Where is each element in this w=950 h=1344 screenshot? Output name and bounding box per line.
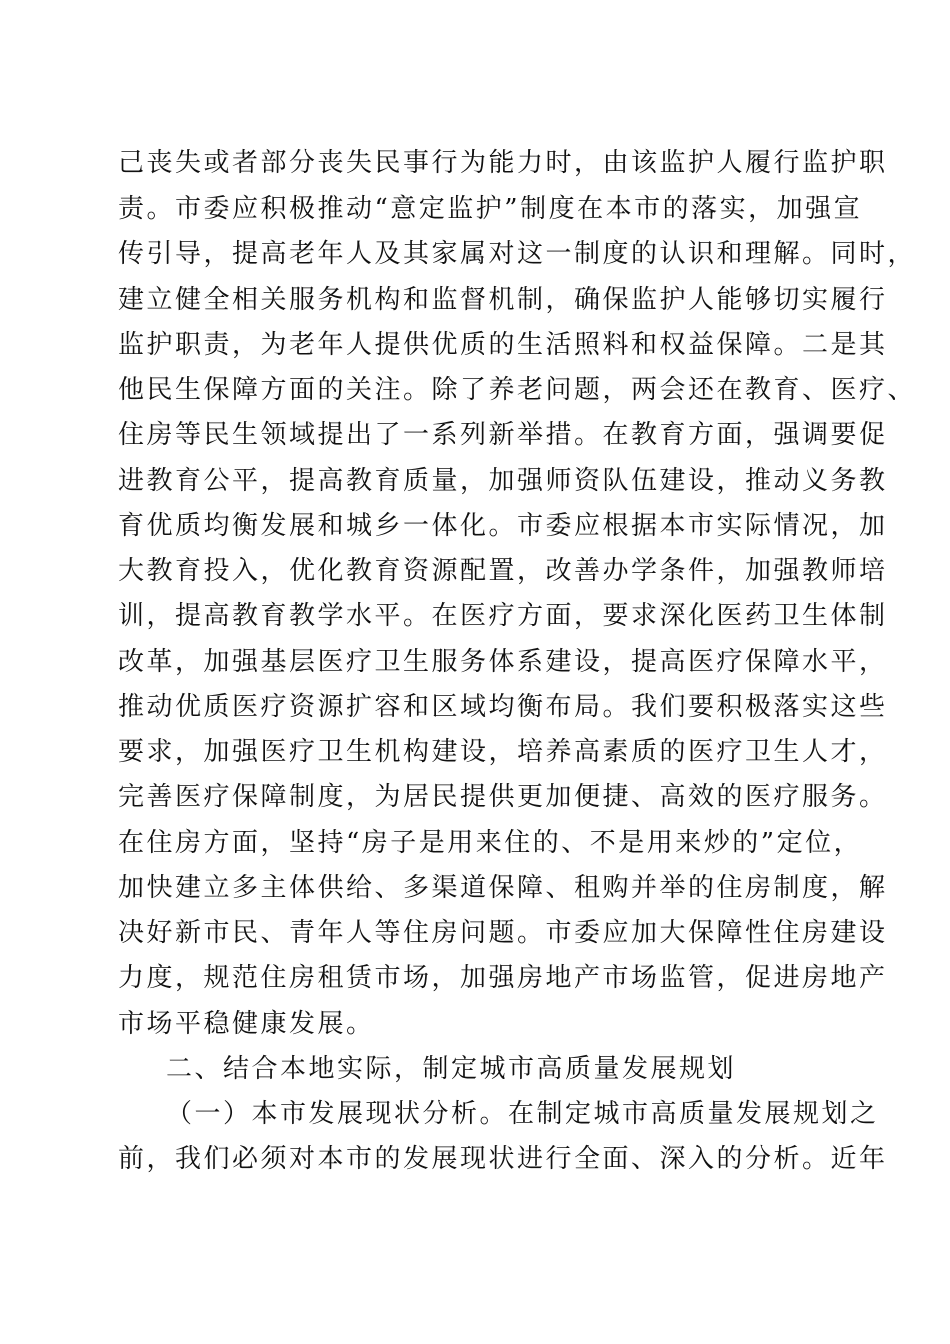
body-text-line: 育优质均衡发展和城乡一体化。市委应根据本市实际情况，加 <box>118 511 888 541</box>
body-text-line: 进教育公平，提高教育质量，加强师资队伍建设，推动义务教 <box>118 466 888 496</box>
body-text-line: 完善医疗保障制度，为居民提供更加便捷、高效的医疗服务。 <box>118 782 888 812</box>
body-text-line: 住房等民生领域提出了一系列新举措。在教育方面，强调要促 <box>118 420 888 450</box>
body-text-line: 建立健全相关服务机构和监督机制，确保监护人能够切实履行 <box>118 285 888 315</box>
body-text-line: 推动优质医疗资源扩容和区域均衡布局。我们要积极落实这些 <box>118 692 888 722</box>
body-text-line: 改革，加强基层医疗卫生服务体系建设，提高医疗保障水平， <box>118 647 888 677</box>
body-text-line: （一）本市发展现状分析。在制定城市高质量发展规划之 <box>166 1099 879 1129</box>
body-text-line: 己丧失或者部分丧失民事行为能力时，由该监护人履行监护职 <box>118 148 888 178</box>
body-text-line: 责。市委应积极推动“意定监护”制度在本市的落实，加强宣 <box>118 194 863 224</box>
body-text-line: 训，提高教育教学水平。在医疗方面，要求深化医药卫生体制 <box>118 601 888 631</box>
section-heading: 二、结合本地实际，制定城市高质量发展规划 <box>166 1054 737 1084</box>
body-text-line: 要求，加强医疗卫生机构建设，培养高素质的医疗卫生人才， <box>118 737 888 767</box>
body-text-line: 大教育投入，优化教育资源配置，改善办学条件，加强教师培 <box>118 556 888 586</box>
body-text-line: 在住房方面，坚持“房子是用来住的、不是用来炒的”定位， <box>118 828 863 858</box>
body-text-line: 监护职责，为老年人提供优质的生活照料和权益保障。二是其 <box>118 330 888 360</box>
body-text-line: 加快建立多主体供给、多渠道保障、租购并举的住房制度，解 <box>118 873 888 903</box>
body-text-line: 他民生保障方面的关注。除了养老问题，两会还在教育、医疗、 <box>118 375 917 405</box>
body-text-line: 市场平稳健康发展。 <box>118 1009 375 1039</box>
body-text-line: 前，我们必须对本市的发展现状进行全面、深入的分析。近年 <box>118 1144 888 1174</box>
body-text-line: 力度，规范住房租赁市场，加强房地产市场监管，促进房地产 <box>118 963 888 993</box>
body-text-line: 决好新市民、青年人等住房问题。市委应加大保障性住房建设 <box>118 918 888 948</box>
body-text-line: 传引导，提高老年人及其家属对这一制度的认识和理解。同时， <box>118 239 917 269</box>
